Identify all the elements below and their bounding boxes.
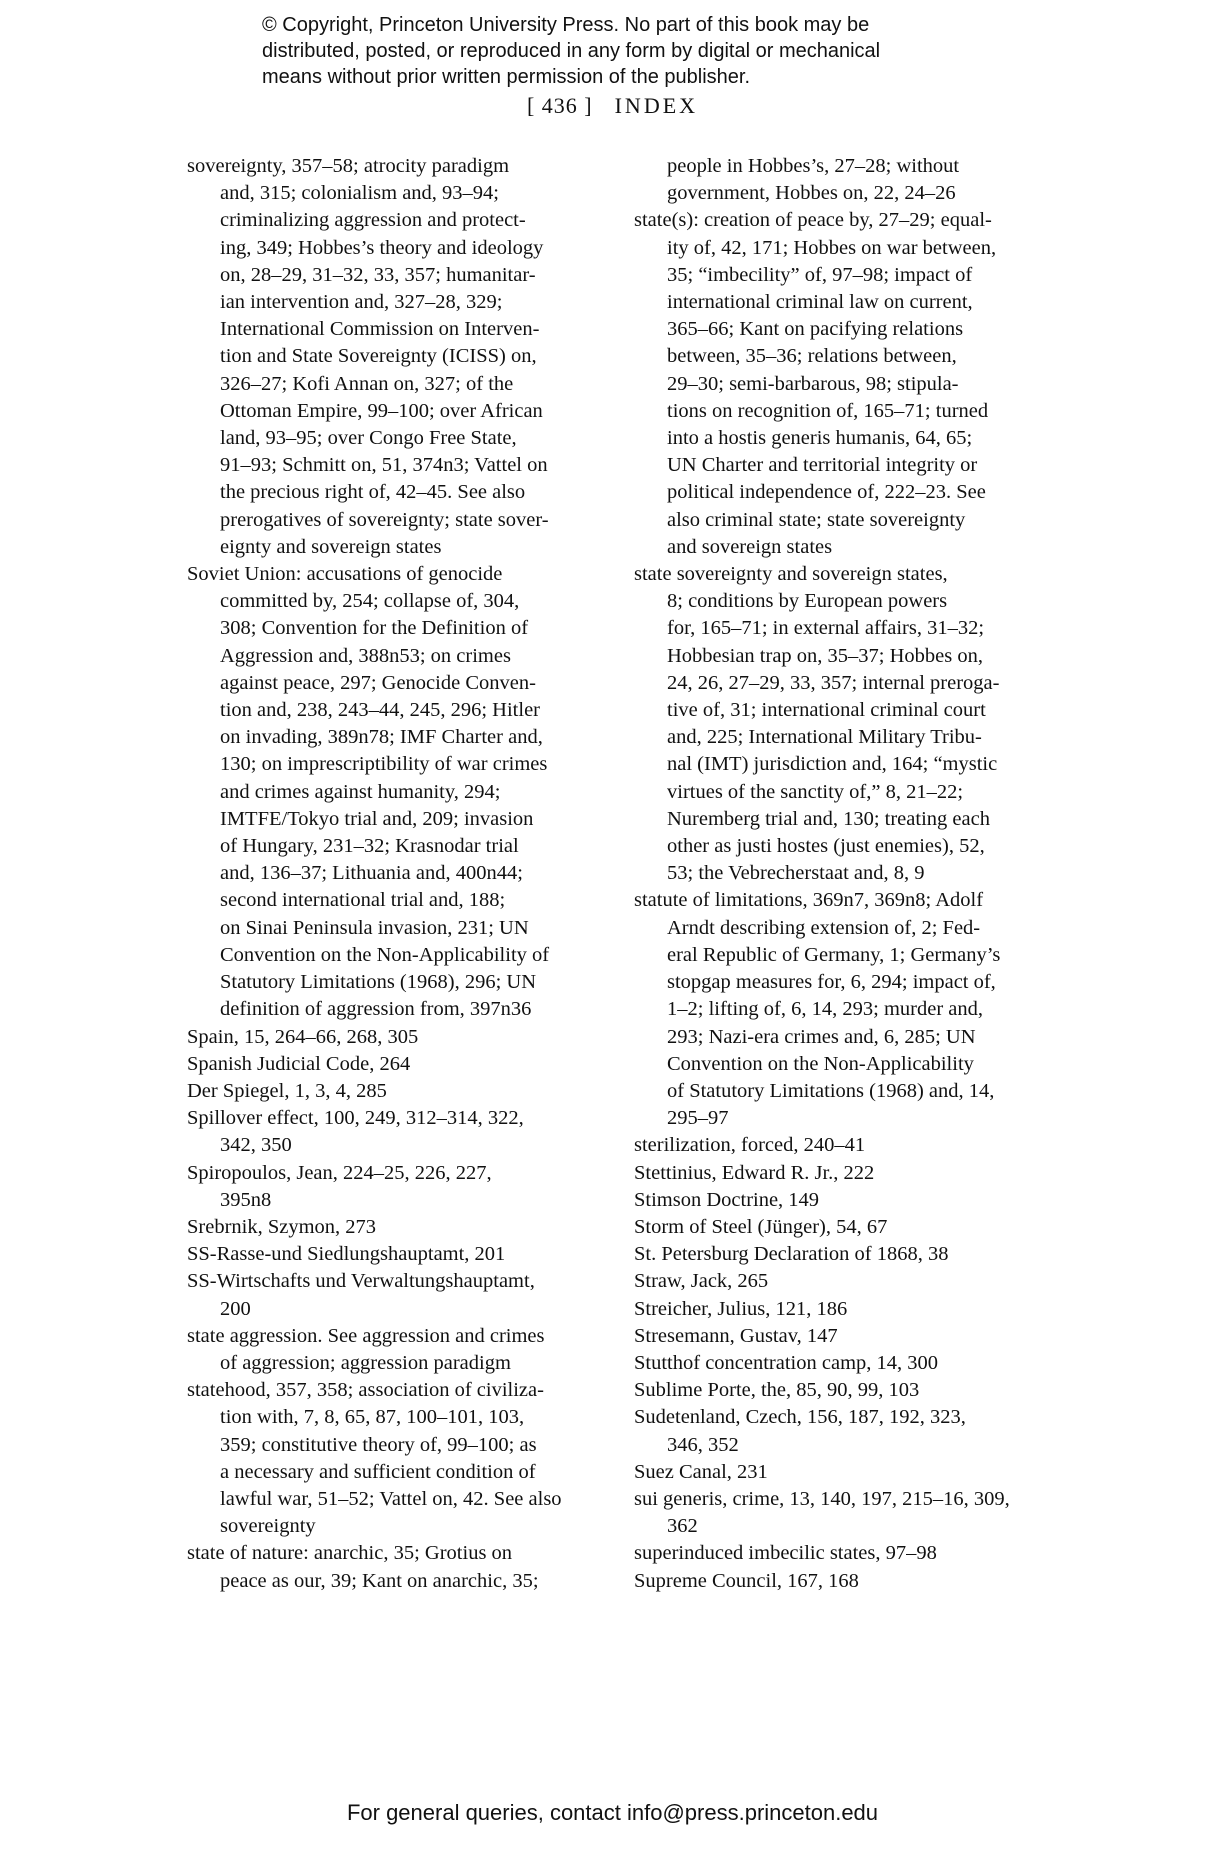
index-line: on invading, 389n78; IMF Charter and, <box>220 726 543 749</box>
index-line: Storm of Steel (Jünger), 54, 67 <box>634 1215 888 1238</box>
index-line: government, Hobbes on, 22, 24–26 <box>667 182 956 205</box>
index-line: ity of, 42, 171; Hobbes on war between, <box>667 236 997 259</box>
index-line: ing, 349; Hobbes’s theory and ideology <box>220 236 544 259</box>
index-line: committed by, 254; collapse of, 304, <box>220 590 520 613</box>
index-line: against peace, 297; Genocide Conven- <box>220 671 536 694</box>
index-line: also criminal state; state sovereignty <box>667 508 966 531</box>
index-line: international criminal law on current, <box>667 291 973 314</box>
index-line: sovereignty <box>220 1515 316 1538</box>
index-line: Spain, 15, 264–66, 268, 305 <box>187 1025 419 1048</box>
index-line: UN Charter and territorial integrity or <box>667 454 978 477</box>
index-line: IMTFE/Tokyo trial and, 209; invasion <box>220 807 534 830</box>
index-line: Convention on the Non-Applicability <box>667 1052 974 1075</box>
index-line: St. Petersburg Declaration of 1868, 38 <box>634 1243 949 1266</box>
index-entry <box>187 1268 607 1322</box>
index-line: for, 165–71; in external affairs, 31–32; <box>667 617 985 640</box>
index-line: and, 225; International Military Tribu- <box>667 726 982 749</box>
index-line: SS-Rasse-und Siedlungshauptamt, 201 <box>187 1243 506 1266</box>
index-entry <box>187 1051 607 1078</box>
index-line: virtues of the sanctity of,” 8, 21–22; <box>667 780 964 803</box>
index-line: Srebrnik, Szymon, 273 <box>187 1215 377 1238</box>
index-line: Aggression and, 388n53; on crimes <box>220 644 511 667</box>
index-entry <box>187 561 607 1023</box>
index-line: tion with, 7, 8, 65, 87, 100–101, 103, <box>220 1406 525 1429</box>
index-line: Streicher, Julius, 121, 186 <box>634 1297 848 1320</box>
footer-contact: For general queries, contact info@press.princeton.edu <box>346 1800 879 1825</box>
index-line: 359; constitutive theory of, 99–100; as <box>220 1433 537 1456</box>
index-line: a necessary and sufficient condition of <box>220 1460 536 1483</box>
index-line: the precious right of, 42–45. See also <box>220 481 526 504</box>
index-line: other as justi hostes (just enemies), 52, <box>667 835 985 858</box>
index-line: sui generis, crime, 13, 140, 197, 215–16, 309, <box>634 1487 1010 1510</box>
index-entry <box>634 1323 1064 1350</box>
index-line: Statutory Limitations (1968), 296; UN <box>220 971 537 994</box>
index-line: Soviet Union: accusations of genocide <box>187 563 503 586</box>
copyright-line: distributed, posted, or reproduced in any form by digital or mechanical <box>262 40 881 62</box>
index-line: people in Hobbes’s, 27–28; without <box>667 155 960 177</box>
index-entry <box>634 1404 1064 1458</box>
index-line: and, 315; colonialism and, 93–94; <box>220 182 499 205</box>
index-line: state of nature: anarchic, 35; Grotius on <box>187 1542 513 1565</box>
index-line: 130; on imprescriptibility of war crimes <box>220 753 548 776</box>
index-line: Spiropoulos, Jean, 224–25, 226, 227, <box>187 1161 492 1184</box>
index-entry <box>634 1132 1064 1159</box>
index-line: between, 35–36; relations between, <box>667 345 957 368</box>
index-line: 91–93; Schmitt on, 51, 374n3; Vattel on <box>220 454 548 477</box>
index-line: Arndt describing extension of, 2; Fed- <box>667 916 981 939</box>
index-line: Supreme Council, 167, 168 <box>634 1569 859 1592</box>
index-entry <box>634 1160 1064 1187</box>
index-line: definition of aggression from, 397n36 <box>220 998 532 1021</box>
index-line: lawful war, 51–52; Vattel on, 42. See also <box>220 1487 562 1510</box>
index-line: tions on recognition of, 165–71; turned <box>667 399 989 422</box>
index-entry <box>634 1268 1064 1295</box>
index-line: and crimes against humanity, 294; <box>220 780 501 803</box>
copyright-notice <box>262 12 1022 90</box>
index-line: Sudetenland, Czech, 156, 187, 192, 323, <box>634 1406 966 1429</box>
index-line: 308; Convention for the Definition of <box>220 617 529 640</box>
index-line: 8; conditions by European powers <box>667 590 948 613</box>
index-entry <box>187 1024 607 1051</box>
index-line: of Hungary, 231–32; Krasnodar trial <box>220 835 519 858</box>
index-line: 395n8 <box>220 1188 272 1211</box>
index-entry <box>634 1187 1064 1214</box>
index-line: land, 93–95; over Congo Free State, <box>220 427 517 450</box>
index-line: Der Spiegel, 1, 3, 4, 285 <box>187 1079 387 1102</box>
index-line: Suez Canal, 231 <box>634 1460 768 1483</box>
index-line: International Commission on Interven- <box>220 318 540 341</box>
index-line: of Statutory Limitations (1968) and, 14, <box>667 1079 995 1102</box>
index-entry <box>187 1214 607 1241</box>
index-line: Nuremberg trial and, 130; treating each <box>667 807 990 830</box>
index-entry <box>634 1296 1064 1323</box>
index-line: SS-Wirtschafts und Verwaltungshauptamt, <box>187 1270 535 1293</box>
index-entry <box>634 561 1064 887</box>
index-line: Spanish Judicial Code, 264 <box>187 1052 411 1075</box>
index-entry <box>634 1350 1064 1377</box>
index-line: and, 136–37; Lithuania and, 400n44; <box>220 862 523 885</box>
index-line: nal (IMT) jurisdiction and, 164; “mystic <box>667 753 998 776</box>
index-entry <box>187 1078 607 1105</box>
index-line: Straw, Jack, 265 <box>634 1270 769 1293</box>
index-entry <box>634 887 1064 1132</box>
index-line: political independence of, 222–23. See <box>667 481 986 504</box>
index-line: on Sinai Peninsula invasion, 231; UN <box>220 916 529 939</box>
index-entry <box>187 1540 607 1594</box>
index-line: 365–66; Kant on pacifying relations <box>667 318 964 341</box>
index-line: stopgap measures for, 6, 294; impact of, <box>667 971 996 994</box>
index-line: state(s): creation of peace by, 27–29; equal- <box>634 209 992 232</box>
index-line: 362 <box>667 1515 698 1538</box>
index-line: superinduced imbecilic states, 97–98 <box>634 1542 937 1565</box>
index-line: Stettinius, Edward R. Jr., 222 <box>634 1161 875 1184</box>
index-line: of aggression; aggression paradigm <box>220 1351 511 1374</box>
index-entry <box>187 1377 607 1540</box>
index-entry <box>634 1377 1064 1404</box>
index-line: tive of, 31; international criminal court <box>667 699 986 722</box>
index-line: 1–2; lifting of, 6, 14, 293; murder and, <box>667 998 983 1021</box>
index-line: 29–30; semi-barbarous, 98; stipula- <box>667 372 959 395</box>
index-entry <box>634 207 1064 561</box>
index-line: Spillover effect, 100, 249, 312–314, 322, <box>187 1107 524 1130</box>
index-line: ian intervention and, 327–28, 329; <box>220 291 503 314</box>
index-line: statehood, 357, 358; association of civiliza- <box>187 1379 544 1402</box>
index-line: on, 28–29, 31–32, 33, 357; humanitar- <box>220 263 536 286</box>
index-line: criminalizing aggression and protect- <box>220 209 526 232</box>
index-line: 35; “imbecility” of, 97–98; impact of <box>667 263 973 286</box>
index-line: eignty and sovereign states <box>220 535 442 558</box>
index-entry <box>634 1459 1064 1486</box>
index-line: Stresemann, Gustav, 147 <box>634 1324 838 1347</box>
index-line: Stutthof concentration camp, 14, 300 <box>634 1351 939 1374</box>
index-line: Ottoman Empire, 99–100; over African <box>220 399 543 422</box>
running-head <box>0 93 1225 119</box>
index-line: tion and State Sovereignty (ICISS) on, <box>220 345 537 368</box>
index-line: Convention on the Non-Applicability of <box>220 943 550 966</box>
index-line: Hobbesian trap on, 35–37; Hobbes on, <box>667 644 983 667</box>
index-line: second international trial and, 188; <box>220 889 506 912</box>
index-line: peace as our, 39; Kant on anarchic, 35; <box>220 1569 539 1592</box>
index-line: 200 <box>220 1297 251 1320</box>
index-line: into a hostis generis humanis, 64, 65; <box>667 427 973 450</box>
index-line: 342, 350 <box>220 1134 292 1157</box>
index-line: Stimson Doctrine, 149 <box>634 1188 820 1211</box>
index-line: 295–97 <box>667 1107 729 1130</box>
index-entry-continuation <box>634 153 1064 207</box>
index-line: prerogatives of sovereignty; state sover- <box>220 508 549 531</box>
index-line: state aggression. See aggression and crimes <box>187 1324 545 1347</box>
page-title: INDEX <box>614 93 699 118</box>
index-entry <box>187 153 607 561</box>
index-line: 346, 352 <box>667 1433 739 1456</box>
index-entry <box>187 1323 607 1377</box>
index-line: and sovereign states <box>667 535 833 558</box>
index-line: 293; Nazi-era crimes and, 6, 285; UN <box>667 1025 976 1048</box>
index-line: sterilization, forced, 240–41 <box>634 1134 866 1157</box>
copyright-line: means without prior written permission of the publisher. <box>262 66 751 88</box>
copyright-line: © Copyright, Princeton University Press. No part of this book may be <box>262 14 870 36</box>
index-line: state sovereignty and sovereign states, <box>634 563 948 586</box>
index-line: 53; the Vebrecherstaat and, 8, 9 <box>667 862 925 885</box>
index-line: 24, 26, 27–29, 33, 357; internal preroga- <box>667 671 1000 694</box>
index-entry <box>634 1241 1064 1268</box>
index-line: statute of limitations, 369n7, 369n8; Adolf <box>634 889 984 912</box>
index-line: tion and, 238, 243–44, 245, 296; Hitler <box>220 699 541 722</box>
index-entry <box>634 1568 1064 1595</box>
index-line: 326–27; Kofi Annan on, 327; of the <box>220 372 514 395</box>
index-line: eral Republic of Germany, 1; Germany’s <box>667 943 1001 966</box>
index-entry <box>187 1241 607 1268</box>
index-entry <box>634 1486 1064 1540</box>
index-entry <box>634 1540 1064 1567</box>
index-line: sovereignty, 357–58; atrocity paradigm <box>187 155 510 177</box>
index-column-right <box>634 153 1064 1595</box>
page-number: [ 436 ] <box>526 93 593 118</box>
index-entry <box>187 1105 607 1159</box>
index-line: Sublime Porte, the, 85, 90, 99, 103 <box>634 1379 920 1402</box>
index-column-left <box>187 153 607 1595</box>
index-entry <box>634 1214 1064 1241</box>
index-entry <box>187 1160 607 1214</box>
